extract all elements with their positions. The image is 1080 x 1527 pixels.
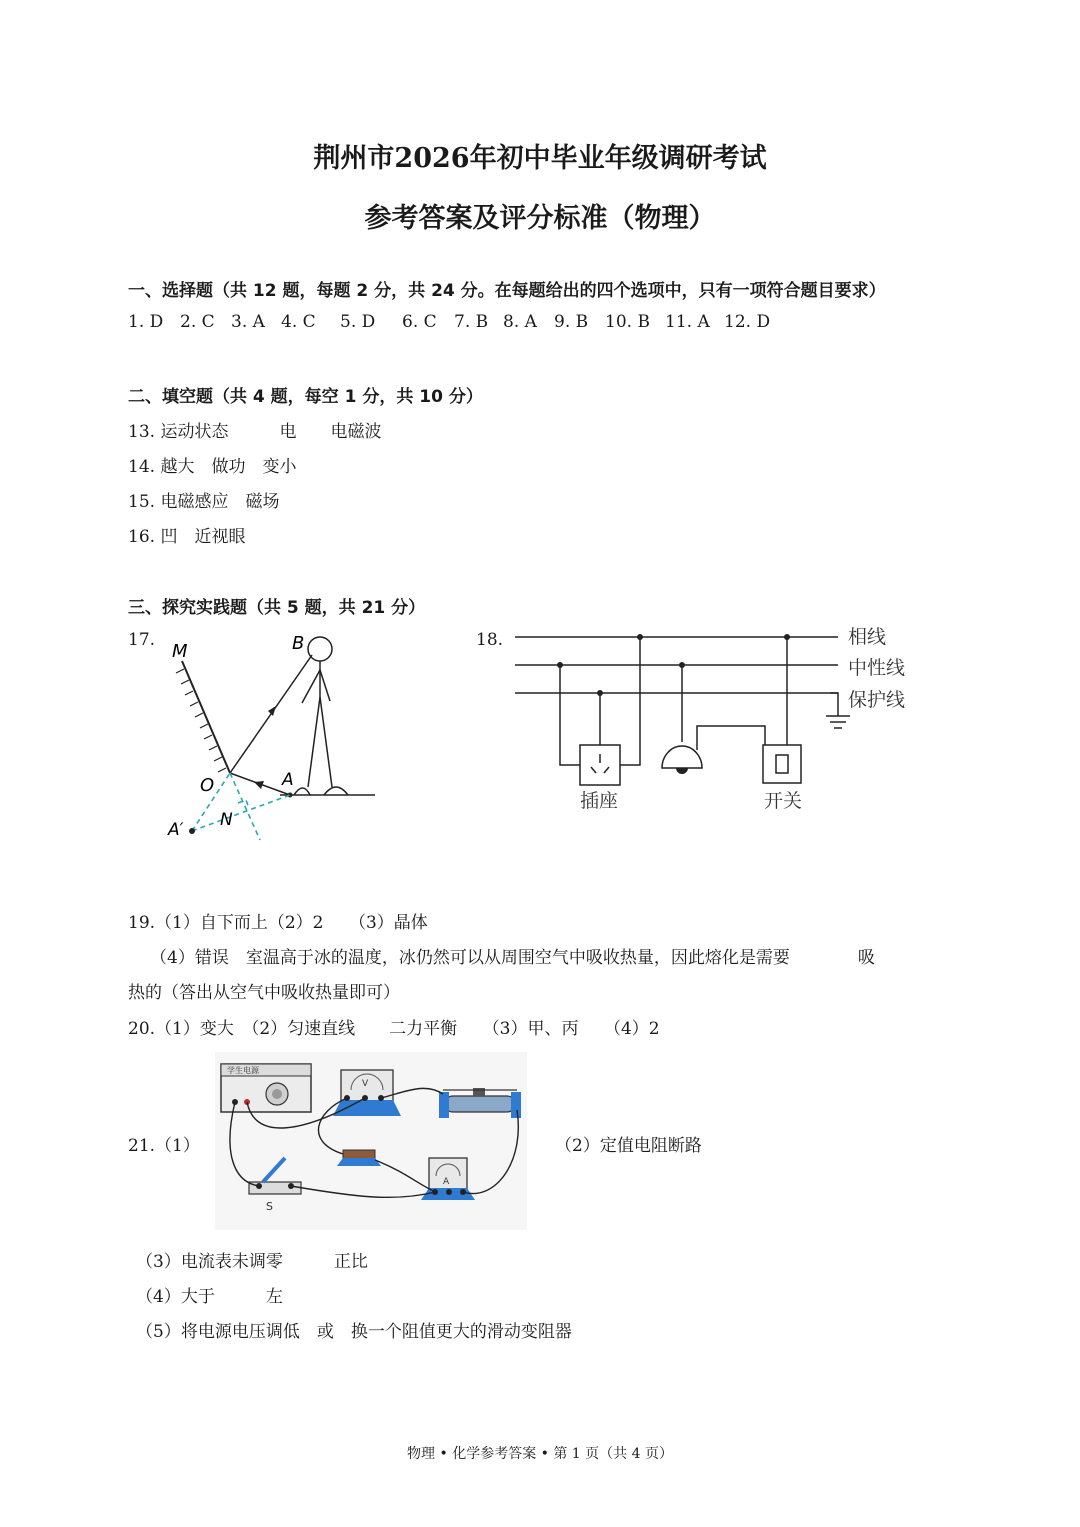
live-wire-label: 相线: [848, 626, 887, 648]
svg-text:B: B: [292, 633, 305, 654]
answer-16: 16. 凹 近视眼: [128, 527, 246, 547]
svg-text:M: M: [172, 641, 188, 662]
answer-19-line-2: （4）错误 室温高于冰的温度，冰仍然可以从周围空气中吸收热量，因此熔化是需要 吸: [150, 948, 875, 968]
socket-label: 插座: [580, 790, 619, 812]
answer-4: 4. C: [281, 312, 316, 332]
answer-9: 9. B: [554, 312, 589, 332]
svg-text:A: A: [282, 770, 294, 790]
answer-7: 7. B: [454, 312, 489, 332]
answer-21-part-5: （5）将电源电压调低 或 换一个阻值更大的滑动变阻器: [136, 1322, 572, 1342]
section-2-heading: 二、填空题（共 4 题，每空 1 分，共 10 分）: [128, 387, 483, 407]
ammeter-label: A: [443, 1177, 450, 1187]
q21-label: 21.（1）: [128, 1136, 200, 1156]
answer-15: 15. 电磁感应 磁场: [128, 492, 280, 512]
answer-21-part-3: （3）电流表未调零 正比: [136, 1252, 368, 1272]
neutral-wire-label: 中性线: [848, 657, 906, 679]
power-supply-label: 学生电源: [227, 1066, 259, 1075]
answer-1: 1. D: [128, 312, 164, 332]
answer-10: 10. B: [605, 312, 650, 332]
svg-text:N: N: [220, 810, 233, 830]
q18-label: 18.: [476, 630, 504, 650]
voltmeter-label: V: [362, 1079, 369, 1089]
answer-3: 3. A: [231, 312, 265, 332]
page-footer: 物理 • 化学参考答案 • 第 1 页（共 4 页）: [407, 1446, 673, 1462]
q21-circuit-photo: [215, 1052, 527, 1230]
q18-circuit-diagram: [500, 620, 930, 820]
answer-2: 2. C: [180, 312, 215, 332]
answer-12: 12. D: [724, 312, 771, 332]
answer-13: 13. 运动状态 电 电磁波: [128, 422, 382, 442]
switch-s-label: S: [266, 1200, 273, 1213]
answer-8: 8. A: [503, 312, 537, 332]
answer-20: 20.（1）变大 （2）匀速直线 二力平衡 （3）甲、丙 （4）2: [128, 1019, 660, 1039]
answer-19-line-3: 热的（答出从空气中吸收热量即可）: [128, 983, 400, 1003]
ground-wire-label: 保护线: [848, 689, 906, 711]
q17-reflection-diagram: [160, 625, 390, 850]
answer-14: 14. 越大 做功 变小: [128, 457, 297, 477]
svg-text:A′: A′: [168, 820, 184, 840]
answer-11: 11. A: [665, 312, 710, 332]
answer-19-line-1: 19.（1）自下而上（2）2 （3）晶体: [128, 913, 428, 933]
answer-21-part-2: （2）定值电阻断路: [555, 1136, 702, 1156]
svg-text:O: O: [200, 775, 215, 796]
answer-6: 6. C: [402, 312, 437, 332]
page-subtitle: 参考答案及评分标准（物理）: [364, 203, 716, 234]
q17-label: 17.: [128, 630, 156, 650]
switch-label: 开关: [764, 790, 803, 812]
answer-21-part-4: （4）大于 左: [136, 1287, 283, 1307]
section-1-heading: 一、选择题（共 12 题，每题 2 分，共 24 分。在每题给出的四个选项中，只有一项符合题目要求）: [128, 281, 886, 301]
section-3-heading: 三、探究实践题（共 5 题，共 21 分）: [128, 598, 426, 618]
answer-5: 5. D: [340, 312, 376, 332]
page-title: 荆州市2026年初中毕业年级调研考试: [313, 143, 767, 174]
